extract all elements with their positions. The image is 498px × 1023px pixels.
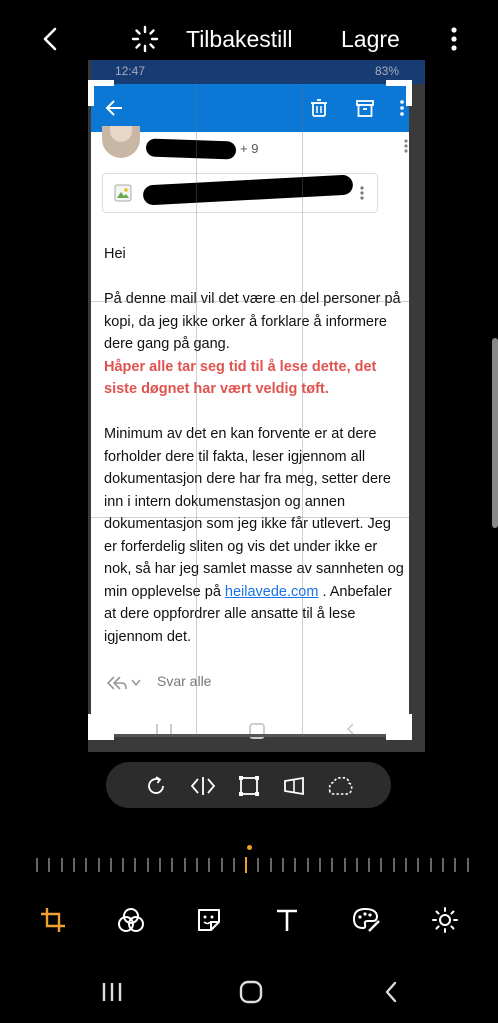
- reply-all-button[interactable]: [104, 672, 264, 694]
- rotation-dial-tick: [196, 858, 198, 872]
- back-icon: [381, 980, 401, 1004]
- rotation-dial-tick: [159, 858, 161, 872]
- chevron-down-icon: [130, 678, 142, 688]
- crop-grid-line: [91, 517, 409, 518]
- rotation-dial-tick: [417, 858, 419, 872]
- rotation-dial-tick: [233, 858, 235, 872]
- sticker-tool-button[interactable]: [189, 900, 229, 940]
- crop-handle-bottom-right-v[interactable]: [406, 714, 412, 740]
- rotation-dial-tick: [380, 858, 382, 872]
- recent-apps-icon: [100, 981, 124, 1003]
- more-vert-icon: [402, 138, 410, 154]
- rotation-dial-tick: [36, 858, 38, 872]
- crop-handle-top-right-v[interactable]: [406, 80, 412, 106]
- email-paragraph-1: [104, 288, 404, 401]
- email-paragraph-1-text: På denne mail vil det være en del personer på kopi, da jeg ikke orker å forklare å informere dere gang på gang.: [104, 291, 401, 352]
- crop-handle-top-left-v[interactable]: [88, 80, 94, 106]
- home-button[interactable]: [231, 975, 271, 1009]
- rotation-dial-tick: [282, 858, 284, 872]
- sticker-icon: [195, 906, 223, 934]
- email-paragraph-2-end: . Anbefaler at dere oppfordrer alle ansatte til å lese igjennom det.: [104, 583, 392, 645]
- rotation-dial-tick: [61, 858, 63, 872]
- chevron-left-icon: [36, 24, 66, 54]
- sparkle-icon: [130, 24, 160, 54]
- rotation-dial-tick: [98, 858, 100, 872]
- more-options-button[interactable]: [444, 24, 464, 54]
- mail-header: [91, 84, 409, 132]
- rotation-dial-tick: [307, 858, 309, 872]
- crop-handle-bottom-left-v[interactable]: [88, 714, 94, 740]
- rotation-dial-tick: [122, 858, 124, 872]
- crop-grid-line: [302, 84, 303, 736]
- rotation-dial-tick: [221, 858, 223, 872]
- arrow-left-icon: [104, 98, 124, 118]
- screenshot-status-bar: [91, 60, 425, 84]
- crop-icon: [39, 906, 67, 934]
- email-link[interactable]: heilavede.com: [224, 583, 319, 600]
- reply-all-icon: [106, 675, 128, 691]
- rotation-dial-tick: [319, 858, 321, 872]
- back-button[interactable]: [36, 24, 66, 54]
- text-icon: [273, 906, 301, 934]
- perspective-icon[interactable]: [282, 774, 306, 798]
- rotation-dial-tick: [294, 858, 296, 872]
- status-time: 12:47: [115, 64, 146, 78]
- filter-icon: [117, 906, 145, 934]
- home-icon: [239, 980, 263, 1004]
- rotation-dial-tick: [368, 858, 370, 872]
- brightness-tool-button[interactable]: [425, 900, 465, 940]
- text-tool-button[interactable]: [267, 900, 307, 940]
- rotation-dial-tick: [110, 858, 112, 872]
- rotation-dial-tick: [430, 858, 432, 872]
- filter-tool-button[interactable]: [111, 900, 151, 940]
- rotation-indicator-dot: [247, 845, 252, 850]
- rotation-dial-tick: [344, 858, 346, 872]
- rotation-dial-tick: [134, 858, 136, 872]
- draw-icon: [351, 906, 381, 934]
- crop-grid-line: [91, 301, 409, 302]
- rotation-dial-tick: [171, 858, 173, 872]
- image-file-icon: [113, 183, 133, 203]
- email-highlight-text: Håper alle tar seg tid til å lese dette, det siste døgnet har vært veldig tøft.: [104, 358, 377, 397]
- rotation-dial-tick: [331, 858, 333, 872]
- more-vert-icon: [444, 24, 464, 54]
- redacted-attachment-name: [143, 175, 354, 206]
- free-crop-icon[interactable]: [237, 774, 261, 798]
- status-battery: 83%: [374, 64, 399, 78]
- rotation-dial-tick: [245, 857, 247, 873]
- brightness-icon: [431, 906, 459, 934]
- lasso-icon[interactable]: [326, 774, 354, 798]
- draw-tool-button[interactable]: [346, 900, 386, 940]
- back-nav-button[interactable]: [371, 975, 411, 1009]
- rotation-dial-tick: [147, 858, 149, 872]
- auto-adjust-button[interactable]: [130, 24, 160, 54]
- redacted-sender-name: [146, 138, 237, 159]
- rotation-dial-tick: [73, 858, 75, 872]
- crop-grid-line: [196, 84, 197, 736]
- rotation-dial-tick: [356, 858, 358, 872]
- trash-icon: [309, 98, 329, 118]
- rotation-dial-tick: [48, 858, 50, 872]
- email-greeting: Hei: [104, 246, 126, 262]
- reset-button[interactable]: Tilbakestill: [186, 26, 293, 52]
- rotation-dial-tick: [257, 858, 259, 872]
- transform-toolbar: [106, 762, 391, 808]
- rotation-dial-tick: [442, 858, 444, 872]
- rotation-dial-tick: [393, 858, 395, 872]
- save-button[interactable]: Lagre: [341, 26, 400, 52]
- rotate-icon[interactable]: [144, 774, 168, 798]
- screenshot-bottom-strip: [110, 734, 410, 737]
- crop-tool-button[interactable]: [33, 900, 73, 940]
- rotation-dial-tick: [208, 858, 210, 872]
- recipient-count: + 9: [240, 141, 259, 156]
- rotation-dial-tick: [467, 858, 469, 872]
- rotation-dial-tick: [85, 858, 87, 872]
- rotation-dial-tick: [405, 858, 407, 872]
- rotation-dial-tick: [184, 858, 186, 872]
- archive-icon: [355, 98, 375, 118]
- recent-apps-icon: [156, 724, 172, 734]
- email-paragraph-2-text: Minimum av det en kan forvente er at dere forholder dere til fakta, leser igjennom all dokumentasjon dere har fra meg, setter dere inn i intern dokumenstasjon og annen dokumentasjon som jeg ikke får utlevert. Jeg er forferdelig sliten og vis det under ikke er nok, så har jeg samlet masse av sannheten og min opplevelse på: [104, 426, 404, 600]
- screenshot-nav-bar: [91, 716, 409, 736]
- edge-panel-handle[interactable]: [492, 338, 498, 528]
- more-vert-icon: [358, 185, 366, 201]
- rotation-dial-tick: [270, 858, 272, 872]
- rotation-dial-tick: [454, 858, 456, 872]
- flip-icon[interactable]: [190, 774, 216, 798]
- reply-all-label: Svar alle: [157, 673, 212, 689]
- recent-apps-button[interactable]: [92, 975, 132, 1009]
- email-paragraph-2: [104, 423, 406, 648]
- attachment-card[interactable]: [102, 173, 378, 213]
